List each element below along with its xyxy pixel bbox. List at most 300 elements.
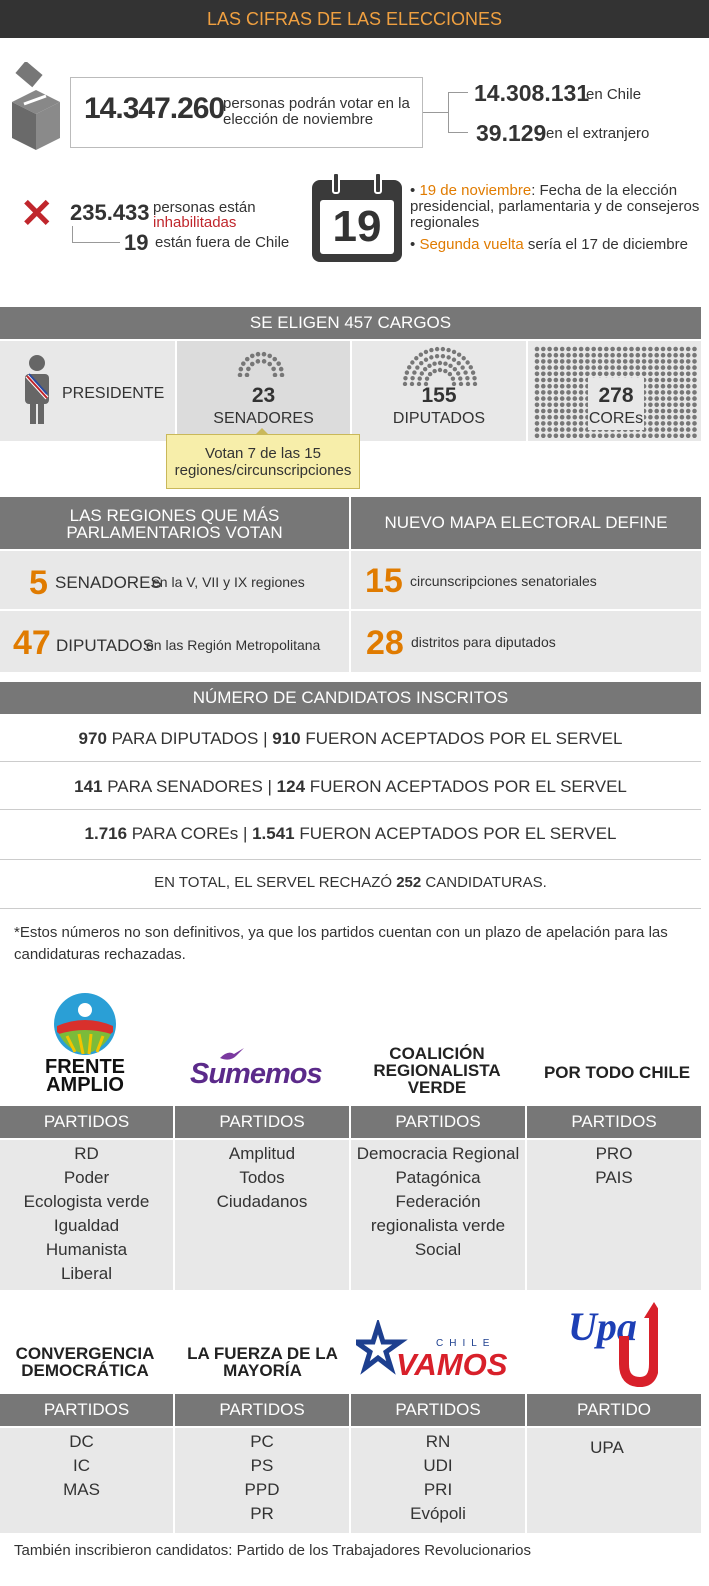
seat-dot: [648, 372, 653, 377]
seat-dot: [692, 378, 697, 383]
seat-dot: [541, 415, 546, 420]
party-item: Social: [414, 1240, 462, 1259]
disabled-connector: [72, 226, 73, 242]
seat-dot: [535, 359, 540, 364]
seat-dot: [686, 384, 691, 389]
seat-dot: [554, 415, 559, 420]
seat-dot: [598, 372, 603, 377]
seat-dot: [686, 421, 691, 426]
seat-dot: [547, 434, 552, 439]
seat-dot: [667, 421, 672, 426]
seat-dot: [554, 359, 559, 364]
seat-dot: [547, 409, 552, 414]
seat-dot: [598, 359, 603, 364]
seat-dot: [642, 347, 647, 352]
party-item: PC: [250, 1432, 274, 1451]
seat-dot: [432, 362, 436, 366]
row-text: PARA DIPUTADOS |: [111, 729, 273, 748]
seat-dot: [560, 409, 565, 414]
seat-dot: [573, 427, 578, 432]
seat-dot: [560, 427, 565, 432]
seat-dot: [680, 384, 685, 389]
seat-dot: [598, 365, 603, 370]
seat-dot: [661, 359, 666, 364]
seat-dot: [566, 384, 571, 389]
seat-dot: [686, 427, 691, 432]
seat-dot: [579, 415, 584, 420]
seat-dot: [238, 373, 243, 377]
seat-dot: [547, 347, 552, 352]
seat-dot: [566, 434, 571, 439]
party-item: Poder: [63, 1168, 110, 1187]
seat-dot: [423, 367, 427, 371]
circunscripciones-text: circunscripciones senatoriales: [410, 573, 597, 589]
seat-dot: [566, 396, 571, 401]
presidente-label: PRESIDENTE: [62, 385, 165, 402]
calendar-icon: [312, 180, 402, 262]
seat-dot: [554, 365, 559, 370]
seat-dot: [654, 365, 659, 370]
seat-dot: [648, 359, 653, 364]
seat-dot: [438, 361, 442, 365]
seat-dot: [673, 353, 678, 358]
seat-dot: [585, 347, 590, 352]
seat-dot: [573, 365, 578, 370]
seat-dot: [598, 434, 603, 439]
election-date: 19 de noviembre: [419, 182, 532, 199]
seat-dot: [667, 390, 672, 395]
seat-dot: [604, 353, 609, 358]
ptc-parties: [527, 1142, 701, 1190]
seat-dot: [560, 359, 565, 364]
seat-dot: [692, 365, 697, 370]
upa-parties: [527, 1436, 687, 1460]
seat-dot: [547, 359, 552, 364]
seat-dot: [579, 384, 584, 389]
seat-dot: [610, 434, 615, 439]
candidatos-row-cores: [0, 824, 701, 844]
seat-dot: [686, 434, 691, 439]
seat-dot: [642, 365, 647, 370]
seat-dot: [654, 434, 659, 439]
seat-dot: [598, 347, 603, 352]
calendar-bullet2: [410, 237, 705, 253]
seat-dot: [648, 365, 653, 370]
seat-dot: [419, 361, 423, 365]
senadores-label: SENADORES: [213, 410, 314, 427]
seat-dot: [448, 372, 452, 376]
seat-dot: [629, 434, 634, 439]
total-text: CANDIDATURAS.: [421, 874, 547, 891]
divider: [0, 859, 701, 860]
sumemos-parties: [175, 1142, 349, 1214]
seat-dot: [246, 367, 251, 372]
seat-dot: [560, 396, 565, 401]
seat-dot: [554, 378, 559, 383]
seat-dot: [541, 427, 546, 432]
seat-dot: [629, 359, 634, 364]
seat-dot: [642, 434, 647, 439]
seat-dot: [573, 347, 578, 352]
ballot-box-icon: [10, 62, 62, 152]
party-item: PRI: [423, 1480, 453, 1499]
seat-dot: [547, 372, 552, 377]
red-x-icon: ✕: [20, 192, 54, 236]
seat-dot: [661, 372, 666, 377]
seat-dot: [636, 434, 641, 439]
voters-abroad-text: en el extranjero: [546, 125, 650, 142]
seat-dot: [535, 434, 540, 439]
seat-dot: [667, 378, 672, 383]
seat-dot: [541, 365, 546, 370]
seat-dot: [262, 359, 267, 364]
party-item: Ecologista verde: [23, 1192, 150, 1211]
row-text: FUERON ACEPTADOS POR EL SERVEL: [309, 777, 627, 796]
senadores-number: 23: [251, 384, 276, 407]
seat-dot: [256, 352, 261, 357]
seat-dot: [256, 359, 261, 364]
seat-dot: [648, 384, 653, 389]
calendar-bullet1: [410, 183, 700, 231]
seat-dot: [541, 421, 546, 426]
seat-dot: [661, 434, 666, 439]
candidatos-row-senadores: [0, 777, 701, 797]
seat-dot: [654, 403, 659, 408]
row-text: PARA SENADORES |: [107, 777, 277, 796]
seat-dot: [405, 370, 409, 374]
seat-dot: [636, 359, 641, 364]
mapa-header: NUEVO MAPA ELECTORAL DEFINE: [351, 497, 701, 549]
partidos-header-cd: PARTIDOS: [0, 1394, 173, 1426]
seat-dot: [410, 360, 414, 364]
party-item: Ciudadanos: [216, 1192, 308, 1211]
seat-dot: [680, 403, 685, 408]
seat-dot: [680, 365, 685, 370]
seat-dot: [673, 384, 678, 389]
seat-dot: [667, 347, 672, 352]
disabled-connector-h: [72, 242, 120, 243]
seat-dot: [535, 415, 540, 420]
seat-dot: [419, 352, 423, 356]
seat-dot: [673, 347, 678, 352]
seat-dot: [648, 409, 653, 414]
seat-dot: [667, 403, 672, 408]
seat-dot: [617, 353, 622, 358]
seat-dot: [636, 365, 641, 370]
seat-dot: [648, 396, 653, 401]
seat-dot: [573, 421, 578, 426]
seat-dot: [573, 390, 578, 395]
seat-dot: [573, 403, 578, 408]
seat-dot: [673, 396, 678, 401]
seat-dot: [547, 378, 552, 383]
seat-dot: [579, 365, 584, 370]
seat-dot: [648, 378, 653, 383]
sumemos-logo-text: Sumemos: [190, 1058, 322, 1090]
disabled-abroad-text: están fuera de Chile: [155, 234, 290, 251]
diputados-inscritos: 970: [78, 729, 107, 748]
voters-chile: 14.308.131: [474, 80, 590, 106]
voters-connector-top: [448, 92, 468, 93]
seat-dot: [585, 372, 590, 377]
seat-dot: [692, 359, 697, 364]
seat-dot: [661, 421, 666, 426]
seat-dot: [667, 415, 672, 420]
seat-dot: [692, 427, 697, 432]
seat-dot: [673, 390, 678, 395]
seat-dot: [623, 359, 628, 364]
seat-dot: [686, 390, 691, 395]
president-icon: [22, 354, 52, 426]
circunscripciones-num: 15: [365, 562, 403, 600]
seat-dot: [591, 347, 596, 352]
seat-dot: [541, 359, 546, 364]
seat-dot: [692, 347, 697, 352]
seat-dot: [673, 427, 678, 432]
seat-dot: [547, 403, 552, 408]
party-item: IC: [73, 1456, 90, 1475]
seat-dot: [585, 359, 590, 364]
seat-dot: [412, 370, 416, 374]
party-item: Federación: [395, 1192, 481, 1211]
seat-dot: [414, 356, 418, 360]
seat-dot: [680, 415, 685, 420]
seat-dot: [547, 384, 552, 389]
row-text: FUERON ACEPTADOS POR EL SERVEL: [305, 729, 623, 748]
party-item: Democracia Regional: [356, 1144, 520, 1163]
seat-dot: [617, 365, 622, 370]
svg-text:VAMOS: VAMOS: [396, 1347, 508, 1378]
seat-dot: [566, 403, 571, 408]
party-item: regionalista verde: [370, 1216, 506, 1235]
seat-dot: [541, 403, 546, 408]
seat-dot: [573, 378, 578, 383]
election-date-desc: : Fecha de la elección presidencial, parlamentaria y de consejeros regionales: [410, 182, 700, 231]
seat-dot: [547, 390, 552, 395]
seat-dot: [591, 365, 596, 370]
seat-dot: [686, 359, 691, 364]
seat-dot: [661, 347, 666, 352]
seat-dot: [566, 359, 571, 364]
seat-dot: [547, 421, 552, 426]
seat-dot: [661, 427, 666, 432]
seat-dot: [554, 409, 559, 414]
seat-dot: [617, 434, 622, 439]
seat-dot: [648, 434, 653, 439]
total-rechazadas: 252: [396, 874, 422, 891]
diputados-region-num: 47: [13, 624, 51, 662]
seat-dot: [554, 434, 559, 439]
upa-logo-icon: [566, 1296, 658, 1388]
seat-dot: [686, 415, 691, 420]
seat-dot: [673, 415, 678, 420]
row-text: PARA COREs |: [131, 824, 253, 843]
seat-dot: [541, 384, 546, 389]
partidos-header-sumemos: PARTIDOS: [175, 1106, 349, 1138]
seat-dot: [541, 434, 546, 439]
seat-dot: [667, 365, 672, 370]
seat-dot: [604, 434, 609, 439]
seat-dot: [250, 354, 255, 359]
crv-parties: [351, 1142, 525, 1262]
seat-dot: [680, 372, 685, 377]
seat-dot: [271, 367, 276, 372]
seat-dot: [554, 396, 559, 401]
seat-dot: [554, 372, 559, 377]
seat-dot: [276, 361, 281, 366]
seat-dot: [617, 347, 622, 352]
seat-dot: [623, 372, 628, 377]
party-item: Evópoli: [410, 1504, 466, 1523]
seat-dot: [591, 372, 596, 377]
seat-dot: [648, 347, 653, 352]
seat-dot: [579, 421, 584, 426]
seat-dot: [667, 353, 672, 358]
cores-aceptados: 1.541: [252, 824, 295, 843]
fuerza-mayoria-logo-text: LA FUERZA DE LA MAYORÍA: [187, 1344, 338, 1380]
seat-dot: [604, 365, 609, 370]
seat-dot: [566, 378, 571, 383]
seat-dot: [648, 353, 653, 358]
seat-dot: [579, 427, 584, 432]
seat-dot: [566, 421, 571, 426]
seat-dot: [457, 361, 461, 365]
seat-dot: [443, 362, 447, 366]
seat-dot: [642, 359, 647, 364]
diputados-label: DIPUTADOS: [392, 410, 486, 427]
party-item: RD: [74, 1144, 99, 1163]
party-item: Amplitud: [228, 1144, 296, 1163]
seat-dot: [560, 434, 565, 439]
total-text: EN TOTAL, EL SERVEL RECHAZÓ: [154, 874, 397, 891]
seat-dot: [560, 365, 565, 370]
seat-dot: [432, 369, 436, 373]
cd-parties: [0, 1430, 163, 1502]
seat-dot: [629, 353, 634, 358]
seat-dot: [560, 347, 565, 352]
seat-dot: [692, 384, 697, 389]
seat-dot: [541, 378, 546, 383]
seat-dot: [636, 347, 641, 352]
cores-label: COREs: [588, 410, 644, 427]
seat-dot: [686, 378, 691, 383]
seat-dot: [554, 347, 559, 352]
seat-dot: [541, 372, 546, 377]
disabled-text1: personas están: [153, 199, 256, 216]
seat-dot: [428, 372, 432, 376]
seat-dot: [629, 365, 634, 370]
seat-dot: [604, 372, 609, 377]
seat-dot: [680, 390, 685, 395]
seat-dot: [591, 434, 596, 439]
seat-dot: [554, 390, 559, 395]
chamber-hemicycle-icon: [398, 346, 482, 386]
tooltip-arrow: [255, 428, 269, 435]
disabled-text2: inhabilitadas: [153, 214, 237, 231]
party-item: Patagónica: [395, 1168, 481, 1187]
seat-dot: [654, 353, 659, 358]
seat-dot: [535, 372, 540, 377]
party-item: Igualdad: [53, 1216, 120, 1235]
seat-dot: [585, 353, 590, 358]
seat-dot: [541, 353, 546, 358]
distritos-text: distritos para diputados: [411, 634, 556, 650]
seat-dot: [648, 403, 653, 408]
seat-dot: [610, 365, 615, 370]
partido-header-upa: PARTIDO: [527, 1394, 701, 1426]
partidos-header-nm: PARTIDOS: [175, 1394, 349, 1426]
seat-dot: [279, 367, 284, 372]
seat-dot: [585, 434, 590, 439]
seat-dot: [535, 427, 540, 432]
seat-dot: [654, 390, 659, 395]
seat-dot: [579, 378, 584, 383]
seat-dot: [535, 396, 540, 401]
seat-dot: [535, 409, 540, 414]
seat-dot: [535, 353, 540, 358]
seat-dot: [680, 409, 685, 414]
seat-dot: [692, 390, 697, 395]
seat-dot: [680, 353, 685, 358]
seat-dot: [560, 415, 565, 420]
seat-dot: [441, 347, 445, 351]
seat-dot: [535, 421, 540, 426]
seat-dot: [560, 403, 565, 408]
por-todo-chile-logo-text: POR TODO CHILE: [543, 1063, 691, 1082]
seat-dot: [427, 364, 431, 368]
voters-total: 14.347.260: [84, 92, 225, 125]
seat-dot: [566, 353, 571, 358]
nm-parties: [175, 1430, 349, 1526]
seat-dot: [648, 390, 653, 395]
seat-dot: [541, 390, 546, 395]
seat-dot: [680, 396, 685, 401]
seat-dot: [443, 369, 447, 373]
seat-dot: [667, 427, 672, 432]
seat-dot: [623, 347, 628, 352]
seat-dot: [629, 347, 634, 352]
seat-dot: [566, 365, 571, 370]
seat-dot: [573, 415, 578, 420]
seat-dot: [241, 361, 246, 366]
seat-dot: [579, 390, 584, 395]
seat-dot: [579, 347, 584, 352]
seat-dot: [686, 396, 691, 401]
seat-dot: [667, 409, 672, 414]
voters-total-text: personas podrán votar en la elección de noviembre: [223, 95, 410, 128]
runoff-label: Segunda vuelta: [419, 236, 524, 253]
seat-dot: [573, 384, 578, 389]
seat-dot: [541, 347, 546, 352]
seat-dot: [452, 350, 456, 354]
frente-amplio-logo-text: FRENTE AMPLIO: [45, 1056, 125, 1096]
seat-dot: [667, 396, 672, 401]
seat-dot: [686, 409, 691, 414]
seat-dot: [566, 409, 571, 414]
senadores-region-label: SENADORES: [55, 573, 162, 592]
seat-dot: [673, 359, 678, 364]
seat-dot: [560, 372, 565, 377]
disabled-number: 235.433: [70, 200, 150, 225]
seat-dot: [680, 434, 685, 439]
seat-dot: [547, 415, 552, 420]
cores-number: 278: [598, 384, 634, 407]
seat-dot: [661, 365, 666, 370]
seat-dot: [604, 359, 609, 364]
seat-dot: [573, 434, 578, 439]
seat-dot: [541, 409, 546, 414]
voters-connector: [423, 112, 448, 113]
